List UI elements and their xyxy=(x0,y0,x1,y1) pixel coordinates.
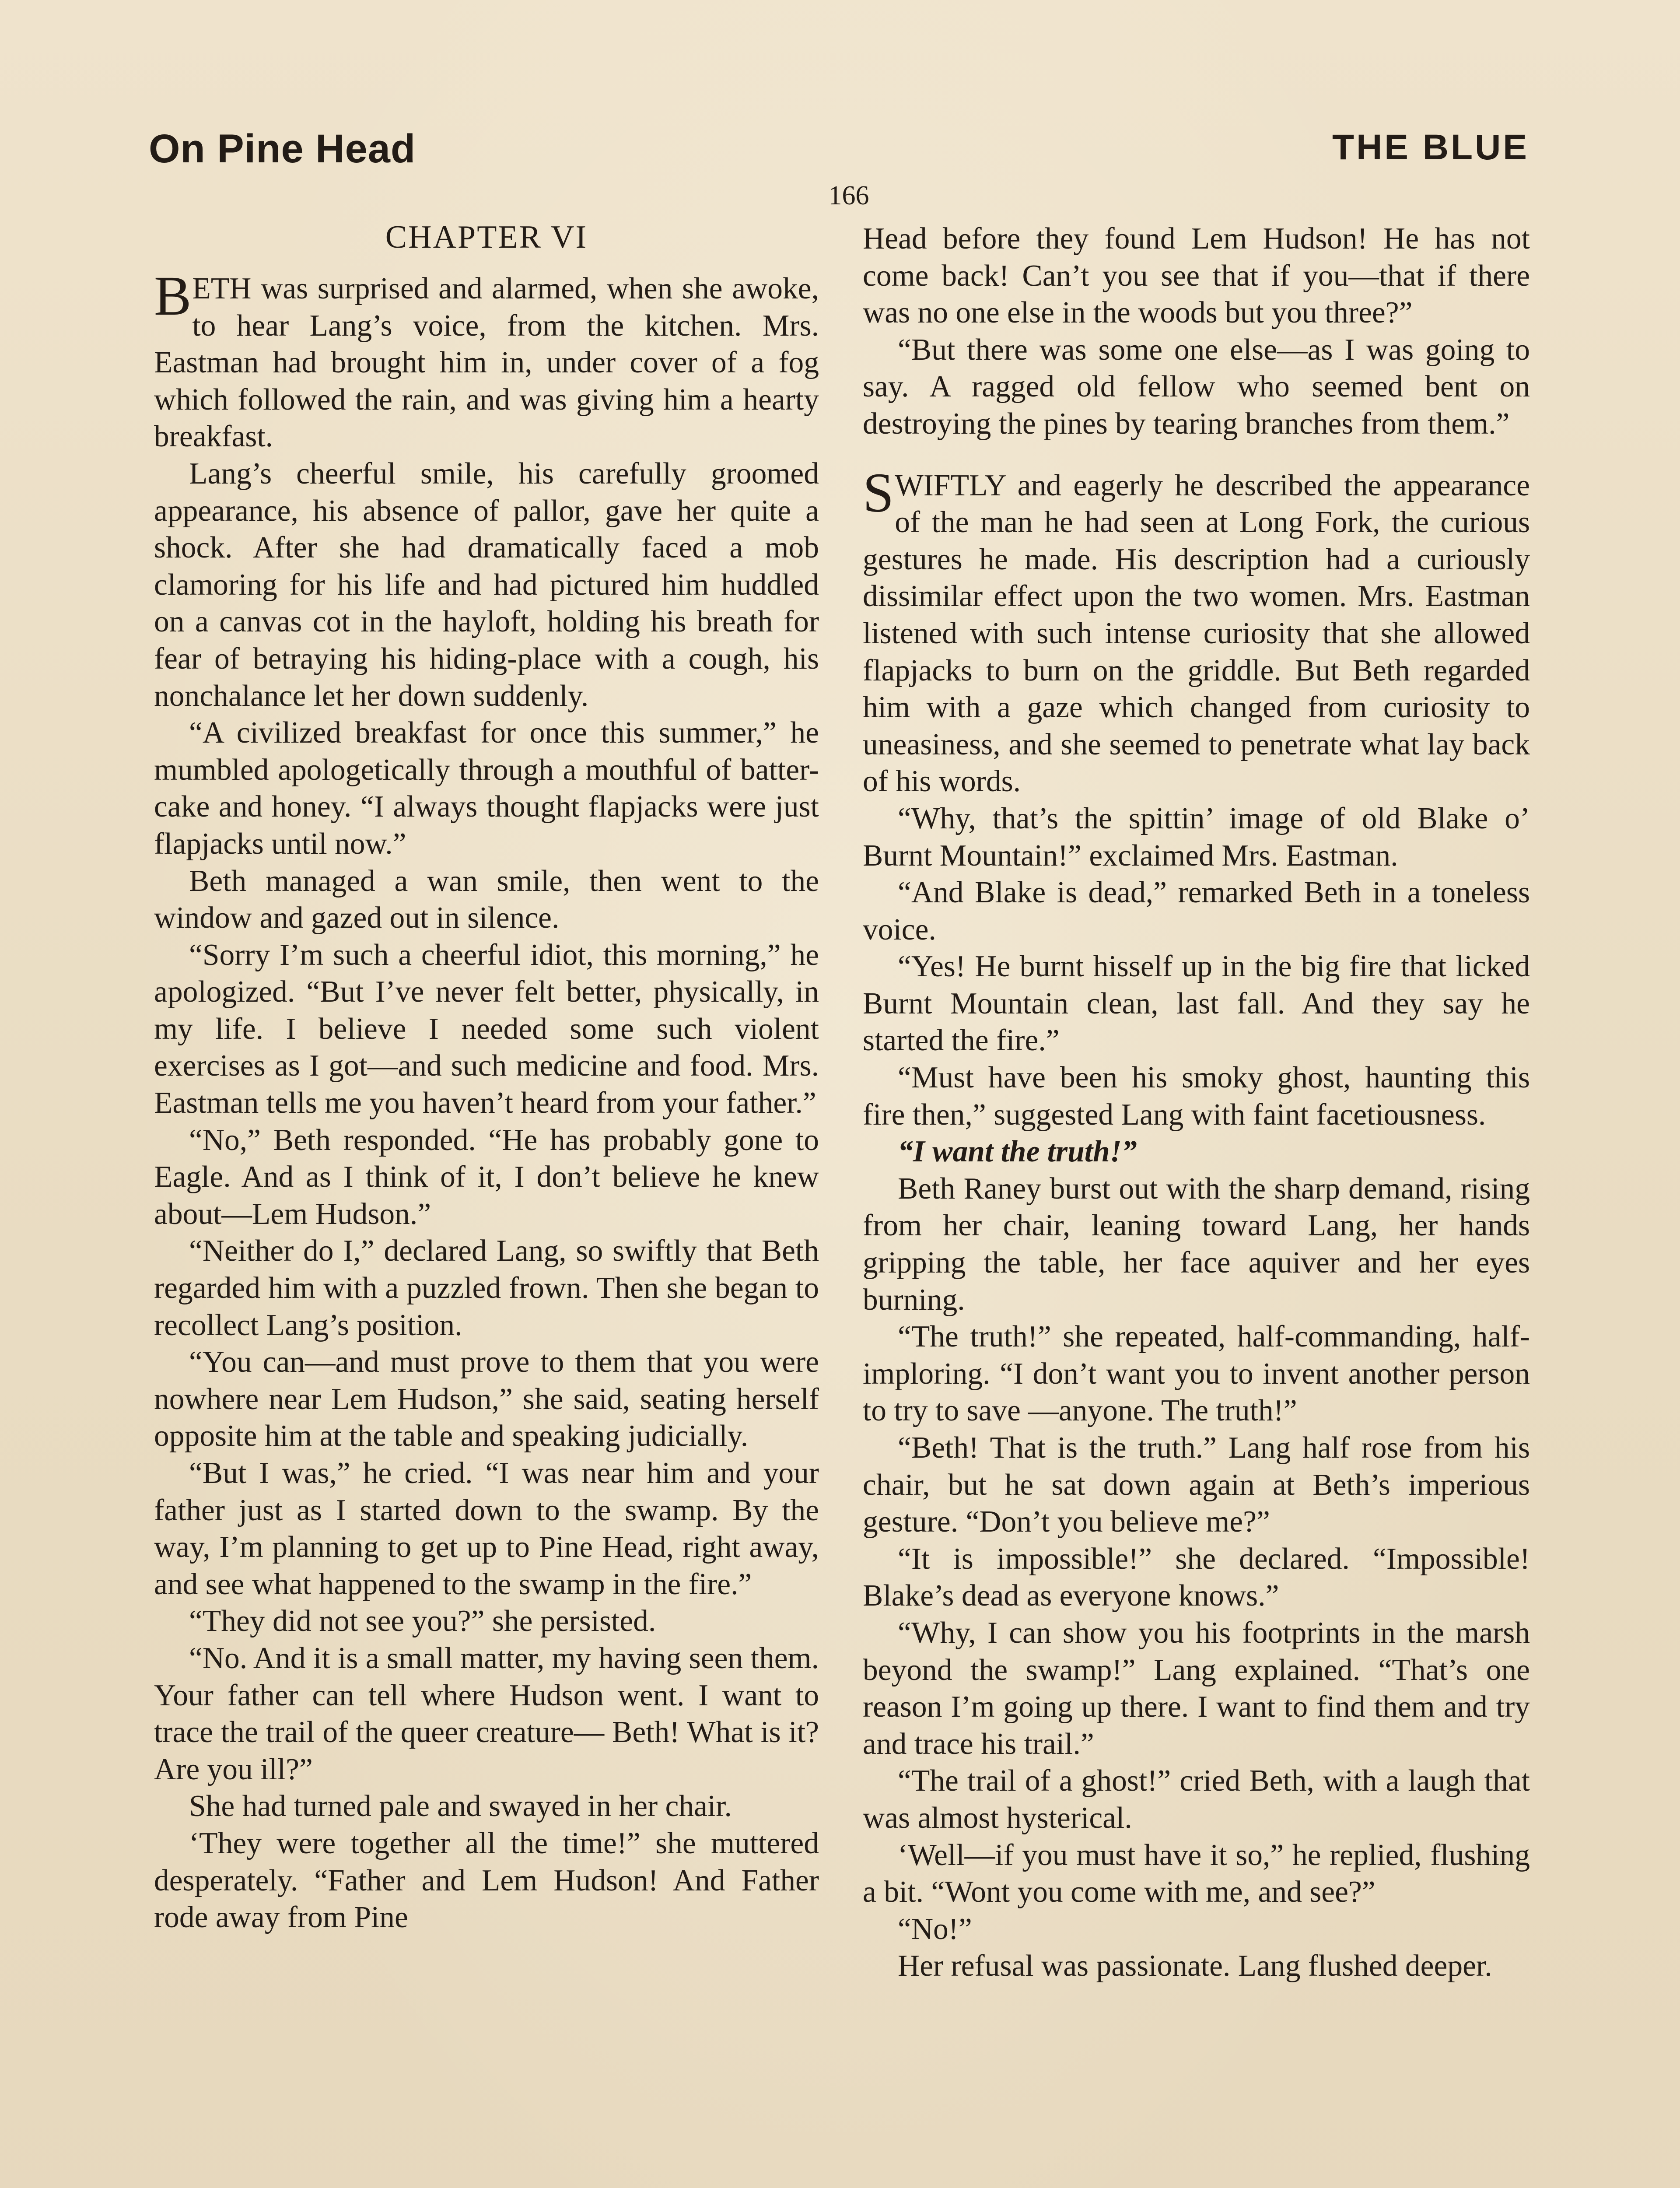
paragraph: “Beth! That is the truth.” Lang half rose from his chair, but he sat down again at Beth’s imperious gesture. “Don’t you believe me?” xyxy=(863,1431,1530,1539)
paragraph: “Sorry I’m such a cheerful idiot, this morning,” he apologized. “But I’ve never felt better, physically, in my life. I believe I needed some such violent exercises as I got—and such medicine and food. Mrs. Eastman tells me you haven’t heard from your father.” xyxy=(154,938,819,1120)
paragraph: “No,” Beth responded. “He has probably gone to Eagle. And as I think of it, I don’t believe he knew about—Lem Hudson.” xyxy=(154,1123,819,1231)
paragraph-1-text: ETH was surprised and alarmed, when she awoke, to hear Lang’s voice, from the kitchen. Mrs. Eastman had brought him in, under cover of a fog which followed the rain, and was giving him a hearty breakfast. xyxy=(154,272,819,454)
running-head-right: THE BLUE xyxy=(1332,127,1529,167)
paragraph: “You can—and must prove to them that you were nowhere near Lem Hudson,” she said, seating herself opposite him at the table and speaking judicially. xyxy=(154,1345,819,1453)
paragraph: Lang’s cheerful smile, his carefully groomed appearance, his absence of pallor, gave her quite a shock. After she had dramatically faced a mob clamoring for his life and had pictured him huddled on a canvas cot in the hayloft, holding his breath for fear of betraying his hiding-place with a cough, his nonchalance let her down suddenly. xyxy=(154,456,819,713)
paragraph: ‘Well—if you must have it so,” he replied, flushing a bit. “Wont you come with me, and see?” xyxy=(863,1838,1530,1909)
paragraph: “Yes! He burnt hisself up in the big fire that licked Burnt Mountain clean, last fall. And they say he started the fire.” xyxy=(863,950,1530,1058)
chapter-title: CHAPTER VI xyxy=(385,219,588,255)
paragraph: Beth Raney burst out with the sharp demand, rising from her chair, leaning toward Lang, her hands gripping the table, her face aquiver and her eyes burning. xyxy=(863,1171,1530,1317)
right-column xyxy=(863,221,1530,1985)
page-number: 166 xyxy=(828,181,869,210)
paragraph: “But there was some one else—as I was going to say. A ragged old fellow who seemed bent on destroying the pines by tearing branches from them.” xyxy=(863,333,1530,441)
paragraph: Head before they found Lem Hudson! He has not come back! Can’t you see that if you—that if there was no one else in the woods but you three?” xyxy=(863,222,1530,330)
paragraph: “Why, that’s the spittin’ image of old Blake o’ Burnt Mountain!” exclaimed Mrs. Eastman. xyxy=(863,801,1530,873)
emphasized-line: “I want the truth!” xyxy=(898,1135,1137,1169)
paragraph: “No. And it is a small matter, my having seen them. Your father can tell where Hudson went. I want to trace the trail of the queer creature— Beth! What is it? Are you ill?” xyxy=(154,1641,819,1786)
paragraph: Beth managed a wan smile, then went to the window and gazed out in silence. xyxy=(154,864,819,935)
paragraph: “Why, I can show you his footprints in the marsh beyond the swamp!” Lang explained. “That’s one reason I’m going up there. I want to find them and try and trace his trail.” xyxy=(863,1616,1530,1761)
paragraph: “The truth!” she repeated, half-commanding, half-imploring. “I don’t want you to invent another person to try to save —anyone. The truth!” xyxy=(863,1320,1530,1428)
drop-cap: B xyxy=(154,265,192,327)
running-head-left: On Pine Head xyxy=(149,126,416,171)
paragraph: ‘They were together all the time!” she muttered desperately. “Father and Lem Hudson! And Father rode away from Pine xyxy=(154,1826,819,1935)
section-opening-text: WIFTLY and eagerly he described the appearance of the man he had seen at Long Fork, the curious gestures he made. His description had a curiously dissimilar effect upon the two women. Mrs. Eastman listened with such intense curiosity that she allowed flapjacks to burn on the griddle. But Beth regarded him with a gaze which changed from curiosity to uneasiness, and she seemed to penetrate what lay back of his words. xyxy=(863,468,1530,799)
paragraph: “No!” xyxy=(898,1912,972,1946)
left-column xyxy=(154,219,819,1936)
paragraph: “Neither do I,” declared Lang, so swiftly that Beth regarded him with a puzzled frown. Then she began to recollect Lang’s position. xyxy=(154,1234,819,1342)
paragraph-1 xyxy=(154,265,819,456)
paragraph: “The trail of a ghost!” cried Beth, with a laugh that was almost hysterical. xyxy=(863,1764,1530,1835)
paragraph: “It is impossible!” she declared. “Impossible! Blake’s dead as everyone knows.” xyxy=(863,1542,1530,1613)
section-opening-paragraph xyxy=(863,461,1530,800)
paragraph: “And Blake is dead,” remarked Beth in a toneless voice. xyxy=(863,876,1530,947)
paragraph: “Must have been his smoky ghost, haunting this fire then,” suggested Lang with faint facetiousness. xyxy=(863,1061,1530,1132)
drop-cap: S xyxy=(863,461,894,524)
paragraph: She had turned pale and swayed in her chair. xyxy=(189,1789,732,1823)
paragraph: Her refusal was passionate. Lang flushed deeper. xyxy=(898,1949,1492,1983)
paragraph: “A civilized breakfast for once this summer,” he mumbled apologetically through a mouthful of batter-cake and honey. “I always thought flapjacks were just flapjacks until now.” xyxy=(154,716,819,861)
paragraph: “But I was,” he cried. “I was near him and your father just as I started down to the swamp. By the way, I’m planning to get up to Pine Head, right away, and see what happened to the swamp in the fire.” xyxy=(154,1456,819,1601)
paragraph: “They did not see you?” she persisted. xyxy=(189,1604,656,1638)
